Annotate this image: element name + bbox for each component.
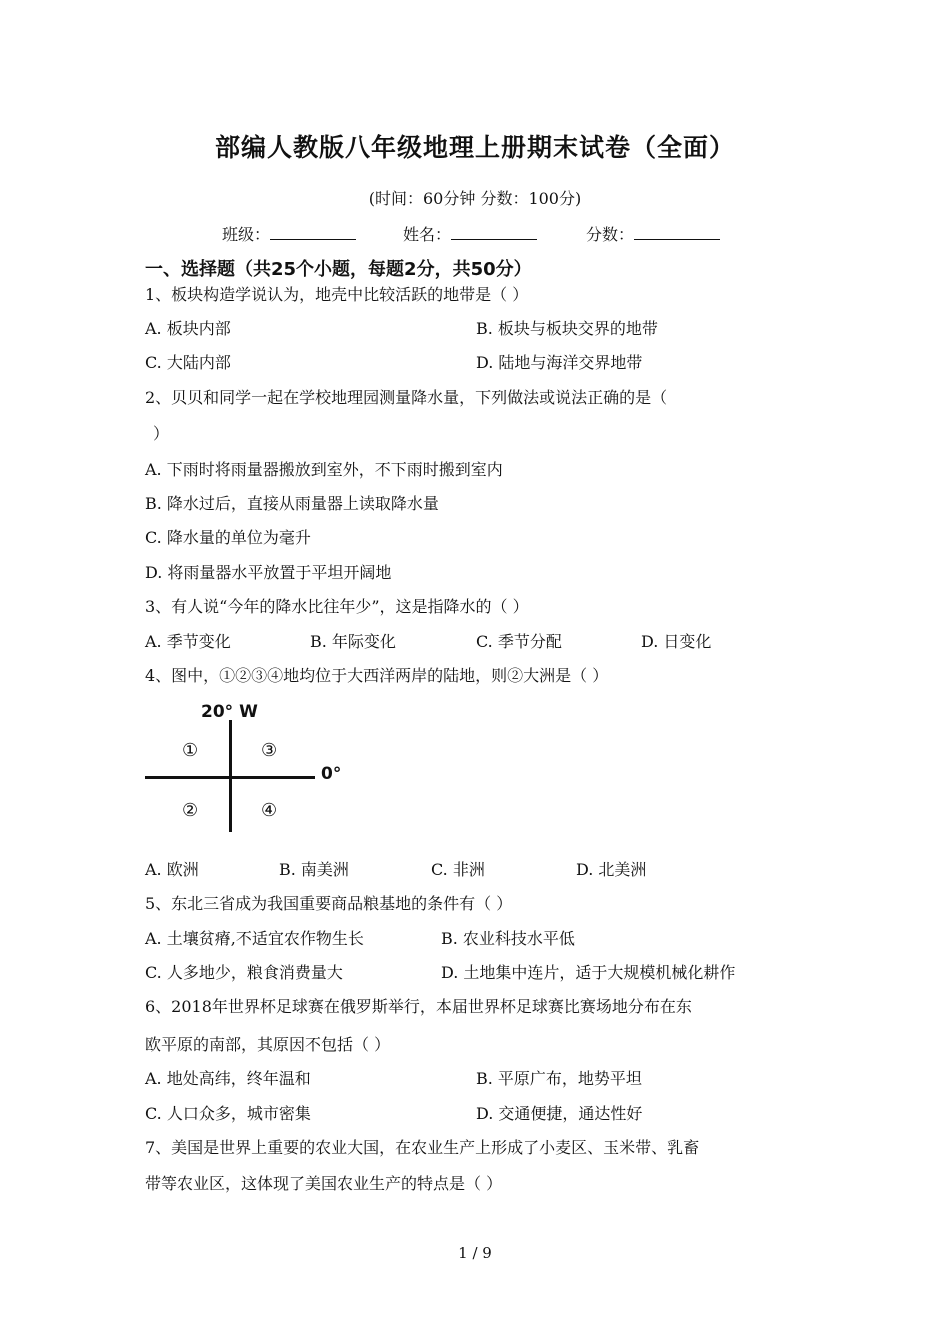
region-3-label: ③ bbox=[261, 740, 278, 761]
question-3-option-a: A. 季节变化 bbox=[145, 632, 231, 651]
region-1-label: ① bbox=[182, 740, 199, 761]
question-2-option-c: C. 降水量的单位为毫升 bbox=[145, 528, 311, 547]
score-field bbox=[586, 222, 720, 245]
question-1-option-d: D. 陆地与海洋交界地带 bbox=[476, 353, 643, 372]
class-blank bbox=[270, 225, 356, 240]
class-field bbox=[222, 222, 356, 245]
question-3-option-c: C. 季节分配 bbox=[476, 632, 562, 651]
question-2-option-d: D. 将雨量器水平放置于平坦开阔地 bbox=[145, 563, 392, 582]
question-6-option-d: D. 交通便捷，通达性好 bbox=[476, 1104, 643, 1123]
question-6-stem-cont: 欧平原的南部，其原因不包括（ ） bbox=[145, 1035, 391, 1054]
question-2-stem-cont: ） bbox=[153, 424, 170, 443]
question-3-option-d: D. 日变化 bbox=[641, 632, 712, 651]
exam-meta: (时间：60分钟 分数：100分) bbox=[368, 189, 582, 208]
question-3-stem: 3、有人说“今年的降水比往年少”，这是指降水的（ ） bbox=[145, 597, 529, 616]
name-field bbox=[403, 222, 537, 245]
question-2-stem: 2、贝贝和同学一起在学校地理园测量降水量，下列做法或说法正确的是（ bbox=[145, 388, 668, 407]
question-7-stem-cont: 带等农业区，这体现了美国农业生产的特点是（ ） bbox=[145, 1174, 503, 1193]
region-4-label: ④ bbox=[261, 800, 278, 821]
question-5-option-b: B. 农业科技水平低 bbox=[441, 929, 575, 948]
question-4-option-c: C. 非洲 bbox=[431, 860, 485, 879]
latitude-label: 0° bbox=[321, 764, 342, 784]
hemisphere-map bbox=[145, 700, 365, 835]
question-5-stem: 5、东北三省成为我国重要商品粮基地的条件有（ ） bbox=[145, 894, 513, 913]
question-1-option-a: A. 板块内部 bbox=[145, 319, 231, 338]
question-5-option-c: C. 人多地少，粮食消费量大 bbox=[145, 963, 343, 982]
score-label: 分数： bbox=[586, 225, 635, 244]
question-7-stem: 7、美国是世界上重要的农业大国，在农业生产上形成了小麦区、玉米带、乳畜 bbox=[145, 1138, 700, 1157]
score-blank bbox=[634, 225, 720, 240]
name-label: 姓名： bbox=[403, 225, 452, 244]
question-3-option-b: B. 年际变化 bbox=[310, 632, 396, 651]
question-6-option-b: B. 平原广布，地势平坦 bbox=[476, 1069, 642, 1088]
question-6-option-a: A. 地处高纬，终年温和 bbox=[145, 1069, 311, 1088]
page-number: 1 / 9 bbox=[458, 1244, 492, 1262]
question-2-option-a: A. 下雨时将雨量器搬放到室外，不下雨时搬到室内 bbox=[145, 460, 503, 479]
question-6-option-c: C. 人口众多，城市密集 bbox=[145, 1104, 311, 1123]
question-1-stem: 1、板块构造学说认为，地壳中比较活跃的地带是（ ） bbox=[145, 285, 529, 304]
page-title: 部编人教版八年级地理上册期末试卷（全面） bbox=[214, 133, 735, 162]
question-1-option-b: B. 板块与板块交界的地带 bbox=[476, 319, 658, 338]
question-5-option-d: D. 土地集中连片，适于大规模机械化耕作 bbox=[441, 963, 736, 982]
equator-line bbox=[145, 776, 315, 779]
region-2-label: ② bbox=[182, 800, 199, 821]
question-4-stem: 4、图中，①②③④地均位于大西洋两岸的陆地，则②大洲是（ ） bbox=[145, 666, 609, 685]
section-heading: 一、选择题（共25个小题，每题2分，共50分） bbox=[145, 259, 532, 280]
question-4-option-b: B. 南美洲 bbox=[279, 860, 349, 879]
longitude-label: 20° W bbox=[201, 702, 258, 722]
question-1-option-c: C. 大陆内部 bbox=[145, 353, 231, 372]
question-4-option-a: A. 欧洲 bbox=[145, 860, 199, 879]
question-5-option-a: A. 土壤贫瘠,不适宜农作物生长 bbox=[145, 929, 364, 948]
name-blank bbox=[451, 225, 537, 240]
question-2-option-b: B. 降水过后，直接从雨量器上读取降水量 bbox=[145, 494, 439, 513]
question-6-stem: 6、2018年世界杯足球赛在俄罗斯举行，本届世界杯足球赛比赛场地分布在东 bbox=[145, 997, 692, 1016]
question-4-option-d: D. 北美洲 bbox=[576, 860, 647, 879]
class-label: 班级： bbox=[222, 225, 271, 244]
